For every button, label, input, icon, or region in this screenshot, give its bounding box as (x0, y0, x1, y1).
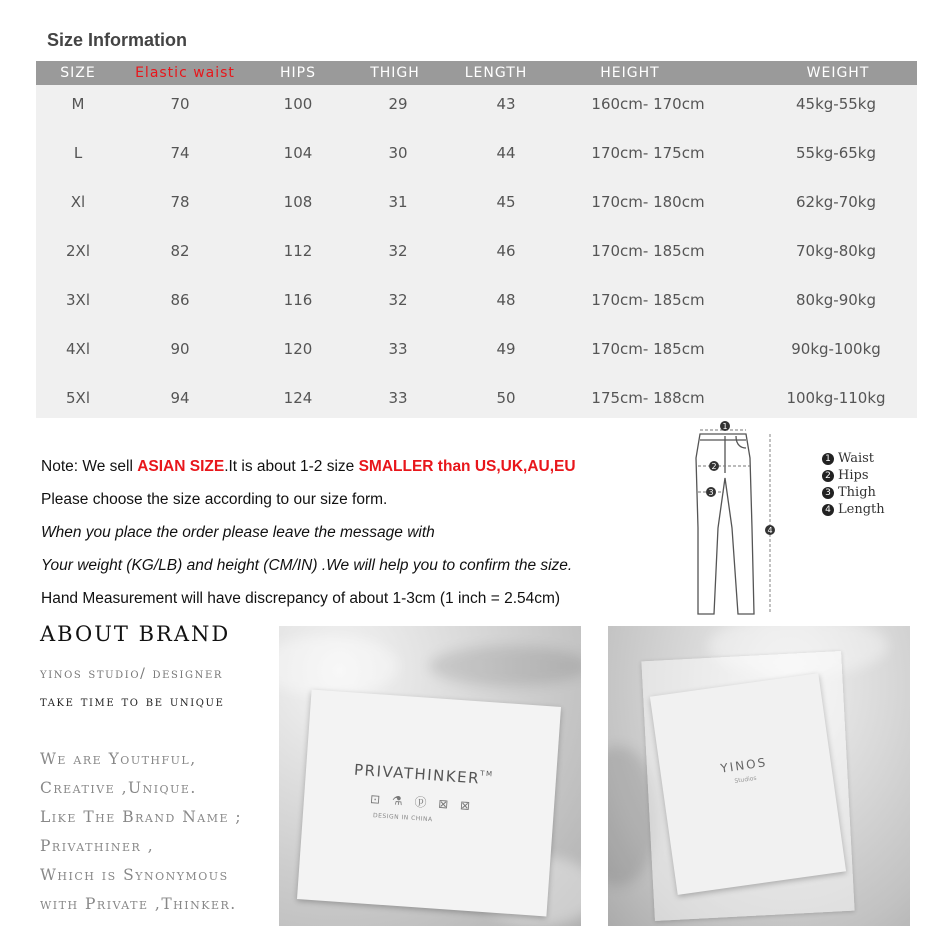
table-cell: 94 (170, 389, 190, 407)
table-row (36, 193, 917, 242)
tag-yinos-sub: Studios (734, 774, 758, 785)
tag-origin-text: DESIGN IN CHINA (372, 812, 433, 824)
table-cell: 3Xl (66, 291, 90, 309)
table-cell: 90 (170, 340, 190, 358)
table-cell: 33 (388, 389, 408, 407)
smaller-highlight: SMALLER than US,UK,AU,EU (358, 458, 576, 475)
table-cell: 112 (283, 242, 313, 260)
table-cell: 170cm- 180cm (591, 193, 705, 211)
table-cell: 2Xl (66, 242, 90, 260)
pants-measurement-diagram (680, 418, 920, 623)
table-cell: 70kg-80kg (795, 242, 877, 260)
legend-item-waist: 1 Waist (822, 450, 885, 467)
header-height: HEIGHT (600, 65, 660, 81)
table-cell: 120 (283, 340, 313, 358)
table-cell: 90kg-100kg (791, 340, 881, 358)
table-cell: 175cm- 188cm (591, 389, 705, 407)
table-cell: 170cm- 185cm (591, 242, 705, 260)
brand-description (40, 750, 242, 924)
product-tag-photo-privathinker (279, 626, 581, 926)
table-row (36, 340, 917, 389)
table-cell: 33 (388, 340, 408, 358)
product-tag-photo-yinos (608, 626, 910, 926)
legend-item-thigh: 3 Thigh (822, 484, 885, 501)
table-row (36, 144, 917, 193)
table-row (36, 291, 917, 340)
header-length: LENGTH (464, 65, 528, 81)
table-cell: 74 (170, 144, 190, 162)
table-cell: 44 (496, 144, 516, 162)
asian-size-highlight: ASIAN SIZE (137, 458, 225, 475)
table-cell: 124 (283, 389, 313, 407)
privathinker-tag-card (297, 690, 561, 917)
table-cell: 62kg-70kg (795, 193, 877, 211)
table-cell: 160cm- 170cm (591, 95, 705, 113)
legend-item-length: 4 Length (822, 501, 885, 518)
table-cell: L (73, 144, 83, 162)
table-cell: 32 (388, 242, 408, 260)
about-brand-heading: ABOUT BRAND (40, 622, 231, 646)
header-hips: HIPS (280, 65, 316, 81)
table-cell: 29 (388, 95, 408, 113)
note-leave-message: When you place the order please leave the message with (41, 524, 435, 541)
table-cell: 45 (496, 193, 516, 211)
table-cell: 82 (170, 242, 190, 260)
svg-text:4: 4 (767, 526, 773, 535)
table-cell: 50 (496, 389, 516, 407)
note-discrepancy: Hand Measurement will have discrepancy of about 1-3cm (1 inch = 2.54cm) (41, 590, 561, 607)
tag-yinos-name: YINOS (719, 755, 769, 776)
table-cell: M (71, 95, 85, 113)
table-cell: 78 (170, 193, 190, 211)
header-weight: WEIGHT (806, 65, 870, 81)
header-size: SIZE (60, 65, 96, 81)
table-cell: 100kg-110kg (786, 389, 886, 407)
brand-desc-line: Creative ,Unique. (40, 779, 197, 797)
table-cell: 116 (283, 291, 313, 309)
table-cell: 86 (170, 291, 190, 309)
table-row (36, 242, 917, 291)
header-thigh: THIGH (370, 65, 420, 81)
brand-desc-line: Which is Synonymous (40, 866, 229, 884)
size-table (36, 61, 917, 418)
table-cell: 32 (388, 291, 408, 309)
table-cell: 170cm- 185cm (591, 291, 705, 309)
svg-text:3: 3 (708, 488, 714, 497)
table-cell: 5Xl (66, 389, 90, 407)
table-cell: 48 (496, 291, 516, 309)
table-cell: 43 (496, 95, 516, 113)
table-cell: 104 (283, 144, 313, 162)
brand-desc-line: Like The Brand Name ; (40, 808, 243, 826)
table-cell: 55kg-65kg (795, 144, 877, 162)
table-cell: 31 (388, 193, 408, 211)
note-asian-size: Note: We sell ASIAN SIZE.It is about 1-2 size SMALLER than US,UK,AU,EU (41, 458, 576, 475)
svg-text:1: 1 (722, 422, 728, 431)
size-table-header (36, 61, 917, 85)
table-cell: 49 (496, 340, 516, 358)
table-cell: 30 (388, 144, 408, 162)
measurement-legend (822, 450, 885, 518)
brand-desc-line: We are Youthful, (40, 750, 197, 768)
tag-brand-name: PRIVATHINKER™ (353, 760, 494, 788)
table-row (36, 95, 917, 144)
page-title: Size Information (47, 30, 188, 50)
brand-tagline: take time to be unique (40, 694, 225, 710)
table-cell: 4Xl (66, 340, 90, 358)
yinos-tag-card (650, 673, 846, 895)
note-weight-height: Your weight (KG/LB) and height (CM/IN) .We will help you to confirm the size. (41, 557, 573, 574)
table-cell: Xl (70, 193, 86, 211)
table-cell: 170cm- 185cm (591, 340, 705, 358)
brand-desc-line: Privathiner , (40, 837, 155, 855)
table-cell: 70 (170, 95, 190, 113)
header-elastic-waist: Elastic waist (135, 65, 235, 81)
brand-desc-line: with Private ,Thinker. (40, 895, 237, 913)
table-cell: 45kg-55kg (795, 95, 877, 113)
table-cell: 46 (496, 242, 516, 260)
table-cell: 100 (283, 95, 313, 113)
note-choose-size: Please choose the size according to our size form. (41, 491, 388, 508)
table-cell: 108 (283, 193, 313, 211)
brand-designer-line: yinos studio/ designer (40, 666, 223, 682)
legend-item-hips: 2 Hips (822, 467, 885, 484)
care-symbols-icon: ⊡ ⚗ ⓟ ⊠ ⊠ (369, 791, 475, 814)
table-cell: 80kg-90kg (795, 291, 877, 309)
table-cell: 170cm- 175cm (591, 144, 705, 162)
svg-text:2: 2 (711, 462, 717, 471)
